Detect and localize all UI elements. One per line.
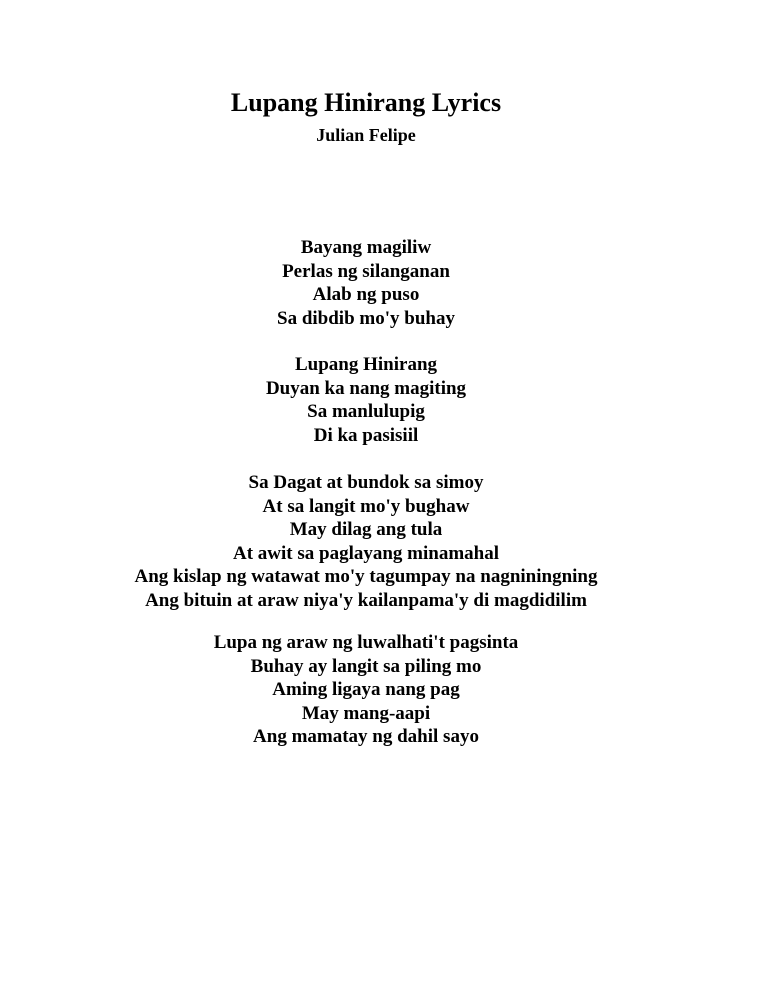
lyric-line: Perlas ng silanganan — [282, 260, 450, 282]
lyric-line: Sa manlulupig — [307, 401, 425, 422]
lyric-line: At sa langit mo'y bughaw — [262, 495, 470, 517]
lyric-line: Alab ng puso — [312, 284, 420, 305]
lyric-line: Ang bituin at araw niya'y kailanpama'y di magdidilim — [145, 589, 587, 611]
lyric-line: May mang-aapi — [301, 702, 431, 724]
lyric-line: Duyan ka nang magiting — [265, 377, 467, 399]
lyric-line: Buhay ay langit sa piling mo — [250, 655, 482, 677]
document-author: Julian Felipe — [316, 125, 416, 145]
lyric-line: May dilag ang tula — [289, 519, 443, 540]
lyric-line: Ang mamatay ng dahil sayo — [253, 726, 479, 747]
stanza-3 — [0, 471, 732, 612]
stanza-1 — [0, 236, 732, 330]
document-title: Lupang Hinirang Lyrics — [230, 88, 502, 117]
stanza-2 — [0, 353, 732, 447]
lyric-line: At awit sa paglayang minamahal — [232, 542, 500, 564]
stanza-4 — [0, 631, 732, 749]
lyric-line: Aming ligaya nang pag — [272, 679, 460, 700]
lyric-line: Lupa ng araw ng luwalhati't pagsinta — [213, 632, 519, 653]
lyric-line: Ang kislap ng watawat mo'y tagumpay na nagniningning — [134, 566, 598, 587]
lyric-line: Di ka pasisiil — [313, 424, 419, 446]
lyric-line: Sa Dagat at bundok sa simoy — [248, 472, 484, 493]
lyric-line: Lupang Hinirang — [294, 354, 438, 375]
lyric-line: Sa dibdib mo'y buhay — [277, 307, 455, 329]
lyric-line: Bayang magiliw — [300, 237, 432, 258]
